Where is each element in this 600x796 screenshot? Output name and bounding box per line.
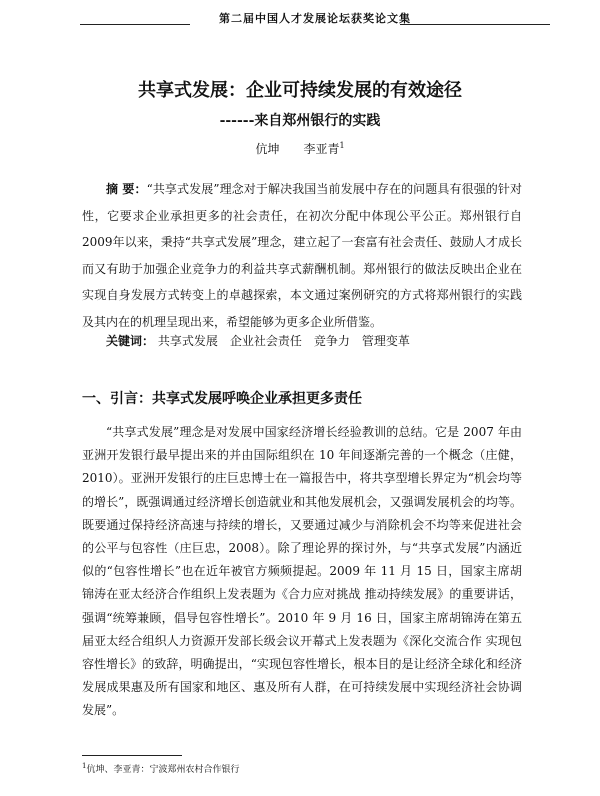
author-footnote-mark: 1 <box>339 141 345 150</box>
abstract <box>82 176 522 335</box>
paper-title: 共享式发展：企业可持续发展的有效途径 <box>138 80 462 101</box>
abstract-label: 摘 要： <box>106 182 147 196</box>
authors <box>60 140 540 157</box>
paper-subtitle: ------来自郑州银行的实践 <box>219 113 381 129</box>
section-body: “共享式发展”理念是对发展中国家经济增长经验教训的总结。它是 2007 年由亚洲开发银行最早提出来的并由国际组织在 10 年间逐渐完善的一个概念（庄健，2010）。亚洲开发银行的庄巨忠博士在一篇报告中，将共享型增长界定为“机会均等的增长”，既强调通过经济增长创造就业和其他发展机会，又强调发展机会的均等。既要通过保持经济高速与持续的增长，又要通过减少与消除机会不均等来促进社会的公平与包容性（庄巨忠，2008）。除了理论界的探讨外，与“共享式发展”内涵近似的“包容性增长”也在近年被官方频频提起。2009 年 11 月 15 日，国家主席胡锦涛在亚太经济合作组织上发表题为《合力应对挑战 推动持续发展》的重要讲话，强调“统筹兼顾，倡导包容性增长”。2010 年 9 月 16 日，国家主席胡锦涛在第五届亚太经合组织人力资源开发部长级会议开幕式上发表题为《深化交流合作 实现包容性增长》的致辞，明确提出，“实现包容性增长，根本目的是让经济全球化和经济发展成果惠及所有国家和地区、惠及所有人群，在可持续发展中实现经济社会协调发展”。 <box>82 425 522 718</box>
keywords-text: 共享式发展 企业社会责任 竞争力 管理变革 <box>157 334 410 348</box>
header-rule-right <box>400 24 550 25</box>
keywords <box>106 331 526 351</box>
footnote <box>82 762 522 775</box>
footnote-mark: 1 <box>82 762 87 770</box>
footnote-rule <box>82 755 182 756</box>
footnote-text: 伉坤、李亚青：宁波郑州农村合作银行 <box>86 765 240 775</box>
running-header: 第二届中国人才发展论坛获奖论文集 <box>219 12 411 25</box>
section-heading: 一、引言：共享式发展呼唤企业承担更多责任 <box>82 391 362 407</box>
author-names: 伉坤 李亚青 <box>255 142 340 156</box>
keywords-label: 关键词： <box>106 334 155 348</box>
abstract-text: “共享式发展”理念对于解决我国当前发展中存在的问题具有很强的针对性，它要求企业承担更多的社会责任，在初次分配中体现公平公正。郑州银行自2009年以来，秉持“共享式发展”理念，建立起了一套富有社会责任、鼓励人才成长而又有助于加强企业竞争力的利益共享式薪酬机制。郑州银行的做法反映出企业在实现自身发展方式转变上的卓越探索，本文通过案例研究的方式将郑州银行的实践及其内在的机理呈现出来，希望能够为更多企业所借鉴。 <box>82 182 522 329</box>
header-rule-left <box>80 24 190 25</box>
